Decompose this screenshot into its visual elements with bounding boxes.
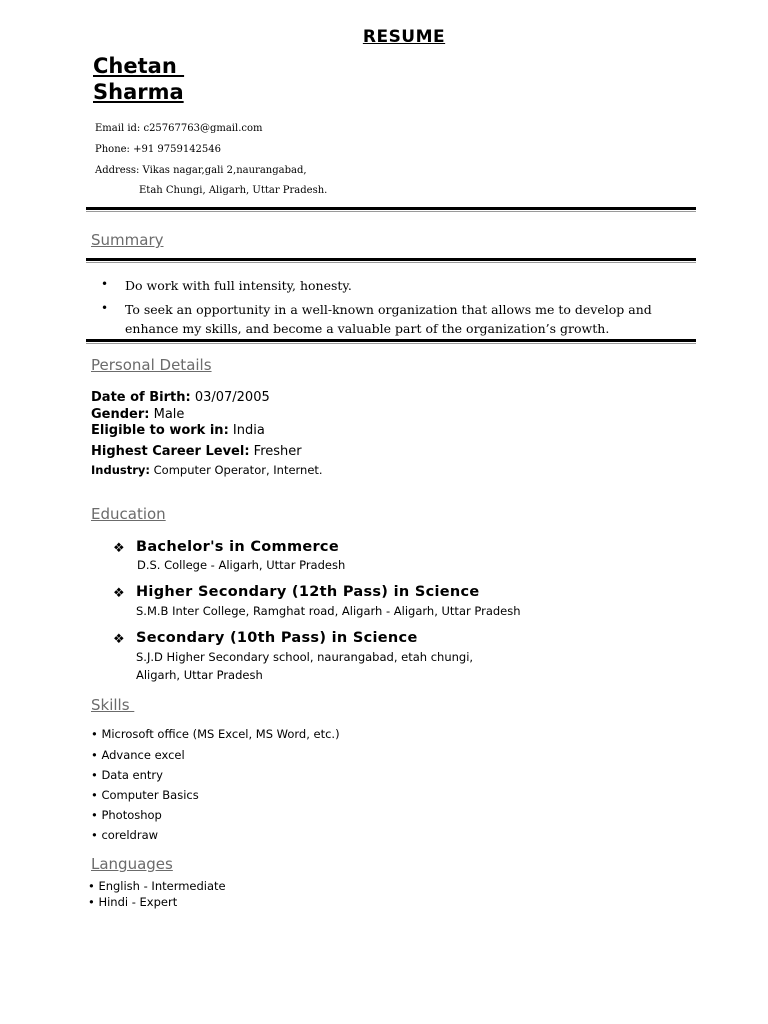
divider-rule bbox=[86, 258, 696, 261]
divider-rule bbox=[86, 207, 696, 210]
section-heading-summary: Summary bbox=[91, 231, 164, 249]
divider-rule bbox=[86, 339, 696, 342]
education-title: Higher Secondary (12th Pass) in Science bbox=[136, 584, 480, 600]
skill-item: • Photoshop bbox=[91, 808, 162, 822]
detail-label: Date of Birth: bbox=[91, 390, 191, 405]
candidate-name-last: Sharma bbox=[93, 80, 184, 104]
summary-bullet: • bbox=[101, 277, 109, 291]
detail-label: Eligible to work in: bbox=[91, 423, 229, 438]
detail-date-of-birth bbox=[91, 390, 270, 405]
skill-item: • coreldraw bbox=[91, 828, 159, 842]
detail-value: India bbox=[228, 423, 265, 438]
summary-item: To seek an opportunity in a well-known organization that allows me to develop and enhance my skills, and become a valuable part of the organization’s growth. bbox=[125, 302, 652, 336]
education-detail: D.S. College - Aligarh, Uttar Pradesh bbox=[137, 558, 346, 572]
detail-gender bbox=[91, 407, 184, 422]
detail-value: Male bbox=[149, 407, 185, 422]
detail-label: Highest Career Level: bbox=[91, 444, 250, 459]
divider-rule-shadow bbox=[86, 211, 696, 212]
education-title: Bachelor's in Commerce bbox=[136, 539, 339, 555]
summary-item: Do work with full intensity, honesty. bbox=[125, 278, 352, 293]
language-item: • English - Intermediate bbox=[88, 879, 226, 893]
divider-rule-shadow bbox=[86, 343, 696, 344]
skill-item: • Data entry bbox=[91, 768, 163, 782]
contact-address-line1: Address: Vikas nagar,gali 2,naurangabad, bbox=[95, 165, 307, 176]
detail-value: 03/07/2005 bbox=[190, 390, 270, 405]
language-item: • Hindi - Expert bbox=[88, 895, 178, 909]
contact-phone: Phone: +91 9759142546 bbox=[95, 144, 222, 155]
skill-item: • Computer Basics bbox=[91, 788, 199, 802]
section-heading-personal-details: Personal Details bbox=[91, 356, 212, 374]
detail-industry bbox=[91, 463, 323, 477]
summary-bullet: • bbox=[101, 301, 109, 315]
section-heading-skills: Skills bbox=[91, 696, 135, 714]
detail-value: Fresher bbox=[249, 444, 302, 459]
education-detail: S.M.B Inter College, Ramghat road, Aligarh - Aligarh, Uttar Pradesh bbox=[136, 604, 521, 618]
skill-item: • Advance excel bbox=[91, 748, 185, 762]
divider-rule-shadow bbox=[86, 262, 696, 263]
skill-item: • Microsoft office (MS Excel, MS Word, etc.) bbox=[91, 727, 340, 741]
detail-eligible-to-work bbox=[91, 423, 265, 438]
diamond-bullet-icon: ❖ bbox=[113, 541, 125, 556]
contact-address-line2: Etah Chungi, Aligarh, Uttar Pradesh. bbox=[139, 185, 328, 196]
detail-value: Computer Operator, Internet. bbox=[150, 463, 323, 477]
diamond-bullet-icon: ❖ bbox=[113, 586, 125, 601]
section-heading-languages: Languages bbox=[91, 855, 173, 873]
education-detail: S.J.D Higher Secondary school, naurangabad, etah chungi, bbox=[136, 650, 474, 664]
education-title: Secondary (10th Pass) in Science bbox=[136, 630, 418, 646]
diamond-bullet-icon: ❖ bbox=[113, 632, 125, 647]
section-heading-education: Education bbox=[91, 505, 166, 523]
document-title: RESUME bbox=[362, 27, 446, 47]
detail-label: Industry: bbox=[91, 463, 150, 477]
education-detail-continued: Aligarh, Uttar Pradesh bbox=[136, 668, 263, 682]
candidate-name-first: Chetan bbox=[93, 54, 185, 78]
contact-email: Email id: c25767763@gmail.com bbox=[95, 123, 263, 134]
detail-career-level bbox=[91, 444, 302, 459]
detail-label: Gender: bbox=[91, 407, 150, 422]
